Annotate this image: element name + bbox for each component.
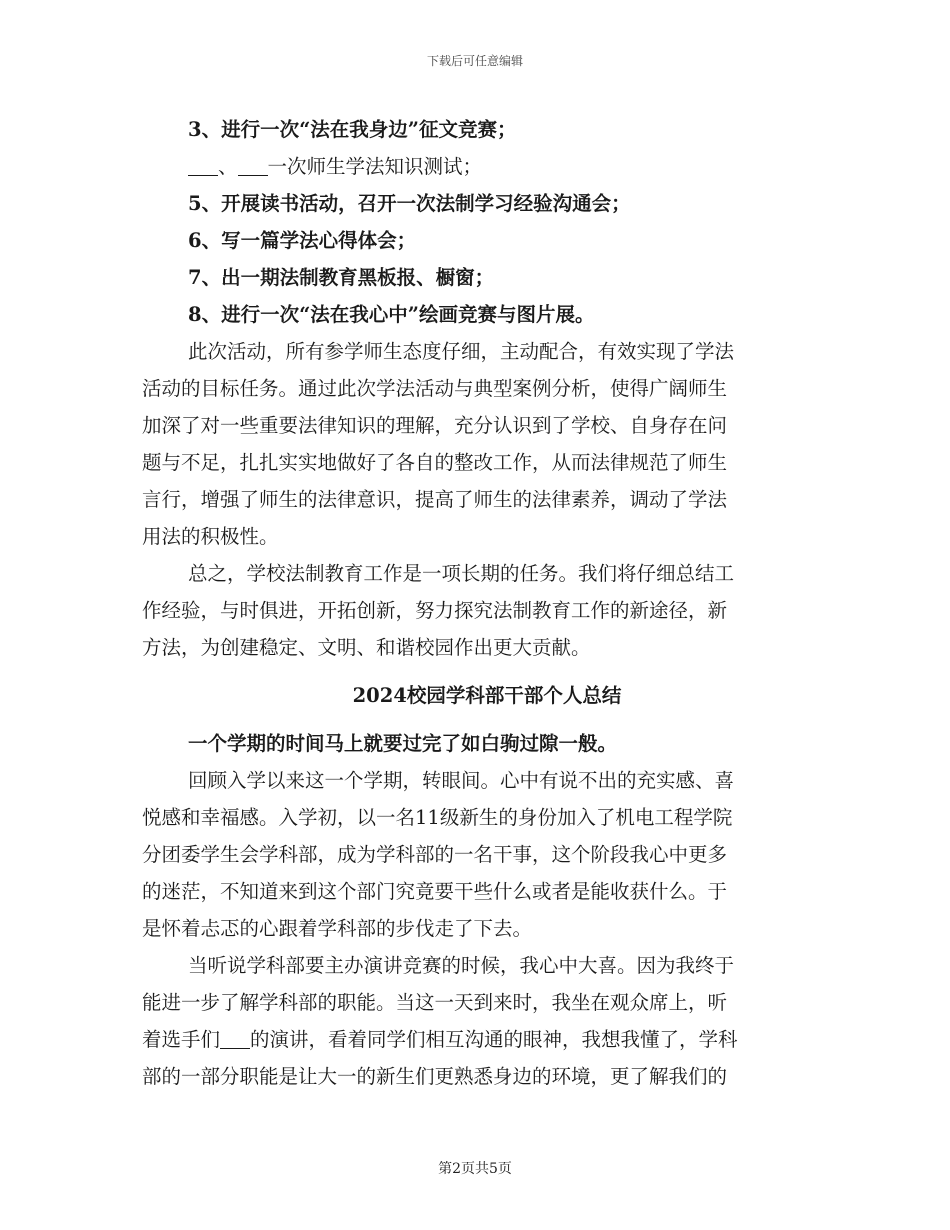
paragraph-line: 此次活动，所有参学师生态度仔细，主动配合，有效实现了学法 [188,340,735,363]
list-item-5: 5、开展读书活动，召开一次法制学习经验沟通会； [188,192,631,215]
paragraph-line: 题与不足，扎扎实实地做好了各自的整改工作，从而法律规范了师生 [142,451,728,474]
paragraph-line [142,1021,812,1058]
paragraph-line: 当听说学科部要主办演讲竞赛的时候，我心中大喜。因为我终于 [188,954,735,977]
paragraph-line: 作经验，与时俱进，开拓创新，努力探究法制教育工作的新途径，新 [142,599,728,622]
list-item-4-text: 一次师生学法知识测试； [267,155,483,178]
header-note: 下载后可任意编辑 [426,54,523,68]
paragraph-line: 回顾入学以来这一个学期，转眼间。心中有说不出的充实感、喜 [188,769,735,792]
paragraph-line: 是怀着忐忑的心跟着学科部的步伐走了下去。 [142,917,533,940]
paragraph-line: 用法的积极性。 [142,525,279,548]
paragraph-line: 活动的目标任务。通过此次学法活动与典型案例分析，使得广阔师生 [142,377,728,400]
list-item-4 [142,148,812,185]
blank-underline [220,1026,250,1049]
paragraph-speech-contest [142,947,812,1095]
paragraph-activity-summary [142,333,812,555]
paragraph-line: 分团委学生会学科部，成为学科部的一名干事，这个阶段我心中更多 [142,843,728,866]
list-item-7: 7、出一期法制教育黑板报、橱窗； [188,266,495,289]
list-item-3: 3、进行一次“法在我身边”征文竞赛； [188,118,517,141]
text-segment: 着选手们 [142,1028,221,1051]
paragraph-conclusion [142,555,812,666]
blank-underline [188,153,218,176]
paragraph-review [142,762,812,947]
list-item-6: 6、写一篇学法心得体会； [188,229,417,252]
list-item-8: 8、进行一次“法在我心中”绘画竞赛与图片展。 [188,303,595,326]
subheading: 一个学期的时间马上就要过完了如白驹过隙一般。 [188,732,618,755]
list-item-4-separator: 、 [218,155,238,178]
page-number-footer: 第2页共5页 [438,1161,512,1177]
paragraph-line: 能进一步了解学科部的职能。当这一天到来时，我坐在观众席上，听 [142,991,728,1014]
paragraph-line: 加深了对一些重要法律知识的理解，充分认识到了学校、自身存在问 [142,414,728,437]
paragraph-line: 言行，增强了师生的法律意识，提高了师生的法律素养，调动了学法 [142,488,728,511]
document-body [142,111,812,1095]
paragraph-line: 方法，为创建稳定、文明、和谐校园作出更大贡献。 [142,636,591,659]
paragraph-line: 的迷茫，不知道来到这个部门究竟要干些什么或者是能收获什么。于 [142,880,728,903]
paragraph-line: 悦感和幸福感。入学初，以一名11级新生的身份加入了机电工程学院 [142,806,733,829]
blank-underline [238,153,268,176]
section-title: 2024校园学科部干部个人总结 [352,684,622,707]
text-segment: 的演讲，看着同学们相互沟通的眼神，我想我懂了，学科 [250,1028,738,1051]
paragraph-line: 总之，学校法制教育工作是一项长期的任务。我们将仔细总结工 [188,562,735,585]
paragraph-line: 部的一部分职能是让大一的新生们更熟悉身边的环境，更了解我们的 [142,1065,728,1088]
